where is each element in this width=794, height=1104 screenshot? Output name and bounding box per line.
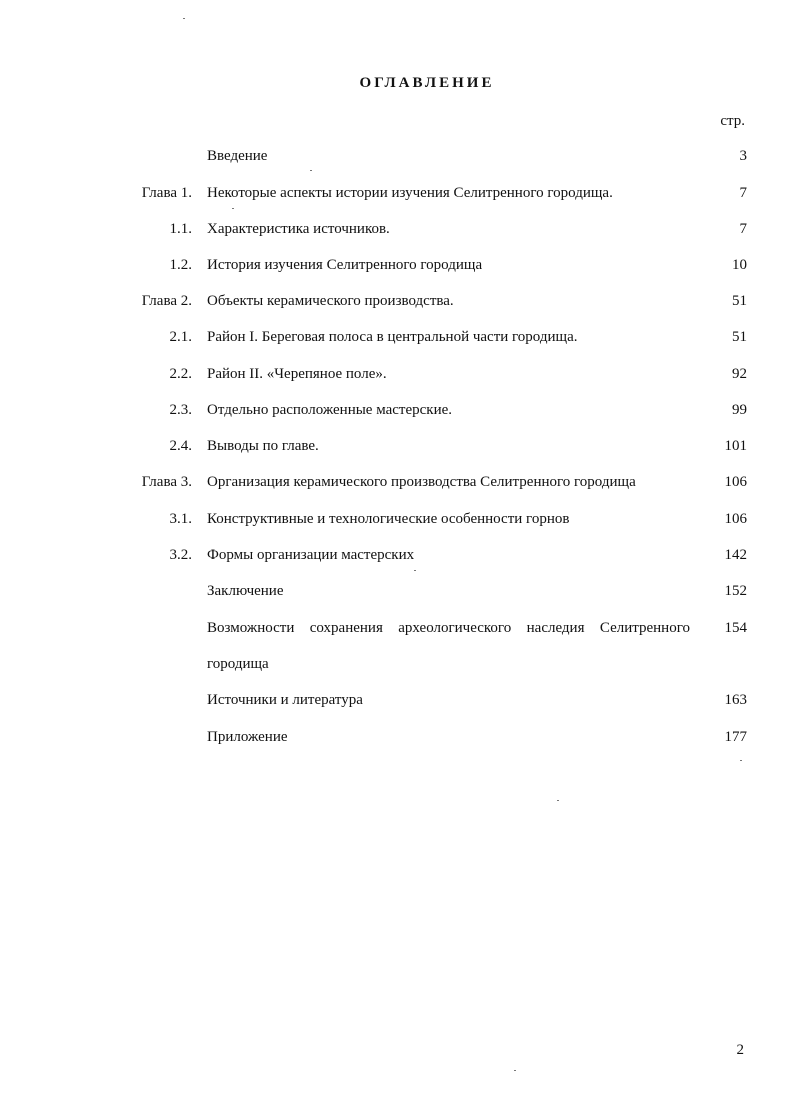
entry-page: 154	[724, 620, 747, 636]
toc-entry	[0, 508, 794, 530]
toc-entry	[0, 290, 794, 312]
entry-number: 1.1.	[169, 221, 192, 237]
entry-page: 51	[732, 329, 747, 345]
toc-entry	[0, 182, 794, 204]
toc-entry	[0, 399, 794, 421]
entry-number: Глава 2.	[141, 293, 192, 309]
entry-title: Отдельно расположенные мастерские.	[207, 402, 453, 418]
toc-title: ОГЛАВЛЕНИЕ	[359, 75, 495, 91]
toc-entry	[0, 254, 794, 276]
entry-title: Возможности сохранения археологического наследия Селитренного городища	[207, 620, 690, 672]
entry-number: Глава 1.	[141, 185, 192, 201]
entry-page: 142	[724, 547, 747, 563]
entry-title: Приложение	[207, 729, 288, 745]
entry-title: Введение	[207, 148, 268, 164]
toc-entry	[0, 726, 794, 748]
entry-title: Заключение	[207, 583, 284, 599]
entry-number: 2.1.	[169, 329, 192, 345]
entry-number: Глава 3.	[141, 474, 192, 490]
toc-entry	[0, 363, 794, 385]
scan-speck	[183, 18, 185, 19]
entry-title: Характеристика источников.	[207, 221, 390, 237]
entry-page: 177	[724, 729, 747, 745]
entry-page: 106	[724, 474, 747, 490]
toc-entry	[0, 326, 794, 348]
entry-number: 2.4.	[169, 438, 192, 454]
scan-speck	[740, 760, 742, 761]
entry-page: 51	[732, 293, 747, 309]
entry-title: Формы организации мастерских	[207, 547, 415, 563]
entry-page: 10	[732, 257, 747, 273]
toc-entry	[0, 580, 794, 602]
footer-page-number: 2	[736, 1042, 744, 1058]
entry-title: Объекты керамического производства.	[207, 293, 454, 309]
entry-title: Источники и литература	[207, 692, 363, 708]
entry-title: Некоторые аспекты истории изучения Селитренного городища.	[207, 185, 613, 201]
entry-page: 7	[739, 185, 747, 201]
entry-number: 2.3.	[169, 402, 192, 418]
entry-title: Район II. «Черепяное поле».	[207, 366, 387, 382]
entry-title: Конструктивные и технологические особенности горнов	[207, 511, 570, 527]
toc-entry	[0, 544, 794, 566]
entry-number: 1.2.	[169, 257, 192, 273]
entry-title: Район I. Береговая полоса в центральной части городища.	[207, 329, 578, 345]
scan-speck	[414, 570, 416, 571]
toc-entry	[0, 435, 794, 457]
entry-page: 92	[732, 366, 747, 382]
entry-title: Выводы по главе.	[207, 438, 319, 454]
entry-number: 3.2.	[169, 547, 192, 563]
toc-entry	[0, 471, 794, 493]
toc-entry	[0, 617, 794, 677]
entry-page: 99	[732, 402, 747, 418]
scan-speck	[557, 800, 559, 801]
entry-page: 7	[739, 221, 747, 237]
entry-page: 101	[724, 438, 747, 454]
entry-page: 106	[724, 511, 747, 527]
entry-page: 152	[724, 583, 747, 599]
entry-number: 3.1.	[169, 511, 192, 527]
entry-page: 163	[724, 692, 747, 708]
page-column-label: стр.	[720, 113, 745, 129]
scan-speck	[310, 170, 312, 171]
toc-entry	[0, 145, 794, 167]
entry-number: 2.2.	[169, 366, 192, 382]
entry-page: 3	[739, 148, 747, 164]
toc-entry	[0, 218, 794, 240]
toc-entry	[0, 689, 794, 711]
scan-speck	[232, 208, 234, 209]
scan-speck	[514, 1070, 516, 1071]
entry-title: Организация керамического производства Селитренного городища	[207, 474, 636, 490]
entry-title: История изучения Селитренного городища	[207, 257, 483, 273]
